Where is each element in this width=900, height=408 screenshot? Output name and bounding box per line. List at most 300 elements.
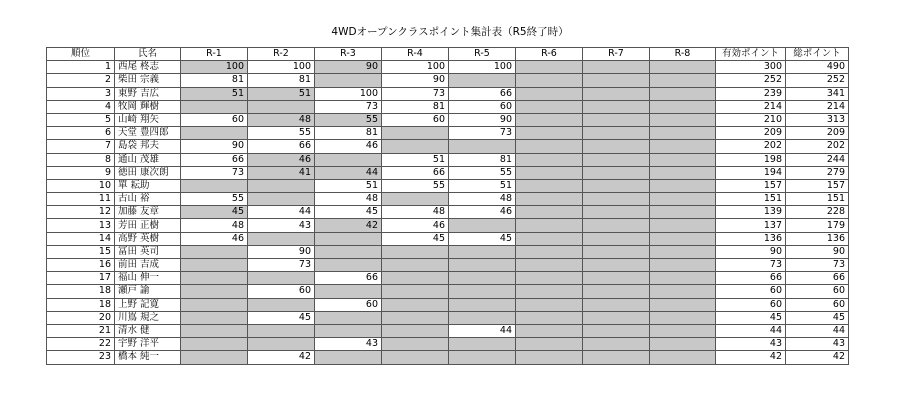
- score-cell-r2: [248, 324, 315, 337]
- score-cell-r5: [449, 219, 516, 232]
- score-cell-r4: 90: [382, 74, 449, 87]
- effective-points-cell: 45: [716, 311, 786, 324]
- name-cell: 清水 健: [115, 324, 181, 337]
- effective-points-cell: 44: [716, 324, 786, 337]
- score-cell-r3: [315, 74, 382, 87]
- effective-points-cell: 300: [716, 61, 786, 74]
- total-points-cell: 313: [786, 113, 849, 126]
- rank-cell: 3: [47, 87, 115, 100]
- score-cell-r7: [583, 113, 650, 126]
- effective-points-cell: 43: [716, 338, 786, 351]
- score-cell-r1: [181, 272, 248, 285]
- score-cell-r7: [583, 338, 650, 351]
- total-points-cell: 244: [786, 153, 849, 166]
- table-row: [47, 259, 849, 272]
- score-cell-r5: 46: [449, 206, 516, 219]
- score-cell-r4: 48: [382, 206, 449, 219]
- score-cell-r7: [583, 219, 650, 232]
- score-cell-r1: [181, 285, 248, 298]
- score-cell-r8: [650, 166, 716, 179]
- total-points-cell: 252: [786, 74, 849, 87]
- score-cell-r2: 90: [248, 245, 315, 258]
- score-cell-r2: [248, 179, 315, 192]
- table-row: [47, 206, 849, 219]
- score-cell-r2: 48: [248, 113, 315, 126]
- score-cell-r5: 60: [449, 100, 516, 113]
- score-cell-r6: [516, 166, 583, 179]
- header-rank: 順位: [47, 48, 115, 61]
- rank-cell: 22: [47, 338, 115, 351]
- score-cell-r6: [516, 311, 583, 324]
- total-points-cell: 279: [786, 166, 849, 179]
- rank-cell: 20: [47, 311, 115, 324]
- effective-points-cell: 137: [716, 219, 786, 232]
- score-cell-r1: [181, 324, 248, 337]
- score-cell-r1: 46: [181, 232, 248, 245]
- score-cell-r8: [650, 87, 716, 100]
- score-cell-r1: 55: [181, 193, 248, 206]
- score-cell-r8: [650, 113, 716, 126]
- score-cell-r3: 42: [315, 219, 382, 232]
- table-row: [47, 351, 849, 364]
- score-cell-r1: [181, 338, 248, 351]
- score-cell-r2: 100: [248, 61, 315, 74]
- score-cell-r1: [181, 259, 248, 272]
- table-row: [47, 193, 849, 206]
- table-row: [47, 285, 849, 298]
- total-points-cell: 60: [786, 285, 849, 298]
- score-cell-r4: [382, 272, 449, 285]
- rank-cell: 23: [47, 351, 115, 364]
- score-cell-r2: 73: [248, 259, 315, 272]
- score-cell-r4: [382, 140, 449, 153]
- name-cell: 宇野 洋平: [115, 338, 181, 351]
- score-cell-r3: 45: [315, 206, 382, 219]
- score-cell-r8: [650, 100, 716, 113]
- score-cell-r2: [248, 338, 315, 351]
- table-row: [47, 219, 849, 232]
- score-cell-r7: [583, 298, 650, 311]
- score-cell-r6: [516, 351, 583, 364]
- score-cell-r3: [315, 259, 382, 272]
- table-row: [47, 245, 849, 258]
- effective-points-cell: 194: [716, 166, 786, 179]
- score-cell-r6: [516, 61, 583, 74]
- name-cell: 東野 吉広: [115, 87, 181, 100]
- score-cell-r7: [583, 311, 650, 324]
- score-cell-r6: [516, 193, 583, 206]
- rank-cell: 10: [47, 179, 115, 192]
- header-r4: R-4: [382, 48, 449, 61]
- score-cell-r4: 60: [382, 113, 449, 126]
- score-cell-r4: [382, 285, 449, 298]
- effective-points-cell: 157: [716, 179, 786, 192]
- name-cell: 高野 英樹: [115, 232, 181, 245]
- name-cell: 西尾 柊志: [115, 61, 181, 74]
- score-cell-r7: [583, 193, 650, 206]
- score-cell-r4: 46: [382, 219, 449, 232]
- score-cell-r6: [516, 74, 583, 87]
- score-cell-r2: 44: [248, 206, 315, 219]
- score-cell-r6: [516, 245, 583, 258]
- name-cell: 徳田 康次朗: [115, 166, 181, 179]
- score-cell-r6: [516, 206, 583, 219]
- total-points-cell: 60: [786, 298, 849, 311]
- score-cell-r2: 43: [248, 219, 315, 232]
- score-cell-r6: [516, 324, 583, 337]
- score-cell-r4: [382, 298, 449, 311]
- score-cell-r4: 55: [382, 179, 449, 192]
- score-cell-r5: [449, 140, 516, 153]
- table-row: [47, 324, 849, 337]
- name-cell: 前田 吉成: [115, 259, 181, 272]
- effective-points-cell: 139: [716, 206, 786, 219]
- name-cell: 加藤 友章: [115, 206, 181, 219]
- score-cell-r7: [583, 285, 650, 298]
- score-cell-r3: 51: [315, 179, 382, 192]
- total-points-cell: 490: [786, 61, 849, 74]
- effective-points-cell: 252: [716, 74, 786, 87]
- score-cell-r8: [650, 351, 716, 364]
- score-cell-r8: [650, 232, 716, 245]
- score-cell-r6: [516, 113, 583, 126]
- table-row: [47, 61, 849, 74]
- score-cell-r3: 43: [315, 338, 382, 351]
- score-cell-r5: [449, 272, 516, 285]
- score-cell-r5: 90: [449, 113, 516, 126]
- name-cell: 單 耘助: [115, 179, 181, 192]
- score-cell-r3: 66: [315, 272, 382, 285]
- score-cell-r6: [516, 219, 583, 232]
- name-cell: 福山 伸一: [115, 272, 181, 285]
- total-points-cell: 90: [786, 245, 849, 258]
- rank-cell: 11: [47, 193, 115, 206]
- effective-points-cell: 210: [716, 113, 786, 126]
- score-cell-r8: [650, 298, 716, 311]
- score-cell-r6: [516, 259, 583, 272]
- score-cell-r8: [650, 285, 716, 298]
- score-cell-r2: 45: [248, 311, 315, 324]
- score-cell-r7: [583, 127, 650, 140]
- score-cell-r1: 48: [181, 219, 248, 232]
- score-cell-r4: 73: [382, 87, 449, 100]
- score-cell-r1: 100: [181, 61, 248, 74]
- score-cell-r7: [583, 100, 650, 113]
- score-cell-r1: 81: [181, 74, 248, 87]
- score-cell-r5: 66: [449, 87, 516, 100]
- score-cell-r1: [181, 298, 248, 311]
- rank-cell: 6: [47, 127, 115, 140]
- table-row: [47, 179, 849, 192]
- effective-points-cell: 209: [716, 127, 786, 140]
- score-cell-r2: 55: [248, 127, 315, 140]
- score-cell-r4: [382, 259, 449, 272]
- score-cell-r6: [516, 87, 583, 100]
- score-cell-r5: 44: [449, 324, 516, 337]
- rank-cell: 4: [47, 100, 115, 113]
- score-cell-r8: [650, 259, 716, 272]
- points-table: [46, 47, 849, 365]
- score-cell-r1: 45: [181, 206, 248, 219]
- table-row: [47, 298, 849, 311]
- score-cell-r6: [516, 100, 583, 113]
- score-cell-r8: [650, 140, 716, 153]
- score-cell-r5: 100: [449, 61, 516, 74]
- score-cell-r7: [583, 351, 650, 364]
- rank-cell: 13: [47, 219, 115, 232]
- score-cell-r5: [449, 259, 516, 272]
- score-cell-r6: [516, 127, 583, 140]
- table-row: [47, 272, 849, 285]
- score-cell-r3: [315, 245, 382, 258]
- score-cell-r3: 60: [315, 298, 382, 311]
- score-cell-r4: 66: [382, 166, 449, 179]
- total-points-cell: 43: [786, 338, 849, 351]
- score-cell-r1: [181, 100, 248, 113]
- name-cell: 古山 裕: [115, 193, 181, 206]
- total-points-cell: 179: [786, 219, 849, 232]
- header-r1: R-1: [181, 48, 248, 61]
- total-points-cell: 73: [786, 259, 849, 272]
- total-points-cell: 202: [786, 140, 849, 153]
- score-cell-r3: 100: [315, 87, 382, 100]
- score-cell-r3: [315, 232, 382, 245]
- rank-cell: 17: [47, 272, 115, 285]
- score-cell-r2: [248, 272, 315, 285]
- score-cell-r7: [583, 232, 650, 245]
- table-row: [47, 232, 849, 245]
- score-cell-r5: [449, 298, 516, 311]
- score-cell-r3: 73: [315, 100, 382, 113]
- total-points-cell: 214: [786, 100, 849, 113]
- score-cell-r8: [650, 311, 716, 324]
- name-cell: 橋本 純一: [115, 351, 181, 364]
- score-cell-r8: [650, 74, 716, 87]
- score-cell-r2: [248, 298, 315, 311]
- table-row: [47, 100, 849, 113]
- score-cell-r2: 81: [248, 74, 315, 87]
- score-cell-r4: 81: [382, 100, 449, 113]
- table-row: [47, 113, 849, 126]
- rank-cell: 7: [47, 140, 115, 153]
- rank-cell: 2: [47, 74, 115, 87]
- effective-points-cell: 42: [716, 351, 786, 364]
- score-cell-r3: 48: [315, 193, 382, 206]
- score-cell-r3: [315, 311, 382, 324]
- name-cell: 牧岡 輝樹: [115, 100, 181, 113]
- table-row: [47, 338, 849, 351]
- score-cell-r1: 60: [181, 113, 248, 126]
- effective-points-cell: 90: [716, 245, 786, 258]
- effective-points-cell: 60: [716, 298, 786, 311]
- table-row: [47, 140, 849, 153]
- score-cell-r8: [650, 193, 716, 206]
- table-row: [47, 87, 849, 100]
- rank-cell: 14: [47, 232, 115, 245]
- score-cell-r4: [382, 193, 449, 206]
- table-row: [47, 74, 849, 87]
- score-cell-r3: 44: [315, 166, 382, 179]
- header-r6: R-6: [516, 48, 583, 61]
- rank-cell: 15: [47, 245, 115, 258]
- score-cell-r5: [449, 338, 516, 351]
- effective-points-cell: 136: [716, 232, 786, 245]
- total-points-cell: 44: [786, 324, 849, 337]
- rank-cell: 18: [47, 285, 115, 298]
- score-cell-r5: 73: [449, 127, 516, 140]
- score-cell-r4: [382, 324, 449, 337]
- score-cell-r4: [382, 245, 449, 258]
- rank-cell: 21: [47, 324, 115, 337]
- score-cell-r2: 66: [248, 140, 315, 153]
- score-cell-r7: [583, 324, 650, 337]
- score-cell-r1: [181, 127, 248, 140]
- score-cell-r8: [650, 338, 716, 351]
- score-cell-r6: [516, 285, 583, 298]
- score-cell-r2: 42: [248, 351, 315, 364]
- total-points-cell: 66: [786, 272, 849, 285]
- score-cell-r8: [650, 245, 716, 258]
- name-cell: 冨田 英司: [115, 245, 181, 258]
- score-cell-r7: [583, 74, 650, 87]
- score-cell-r3: 55: [315, 113, 382, 126]
- header-effective: 有効ポイント: [716, 48, 786, 61]
- name-cell: 川嶌 規之: [115, 311, 181, 324]
- score-cell-r7: [583, 87, 650, 100]
- score-cell-r7: [583, 179, 650, 192]
- score-cell-r3: 81: [315, 127, 382, 140]
- name-cell: 通山 茂雄: [115, 153, 181, 166]
- total-points-cell: 136: [786, 232, 849, 245]
- score-cell-r5: [449, 74, 516, 87]
- header-r2: R-2: [248, 48, 315, 61]
- table-row: [47, 153, 849, 166]
- score-cell-r1: [181, 351, 248, 364]
- score-cell-r5: 55: [449, 166, 516, 179]
- score-cell-r1: [181, 245, 248, 258]
- name-cell: 瀬戸 諭: [115, 285, 181, 298]
- total-points-cell: 45: [786, 311, 849, 324]
- name-cell: 島袋 邦夫: [115, 140, 181, 153]
- rank-cell: 1: [47, 61, 115, 74]
- score-cell-r8: [650, 272, 716, 285]
- score-cell-r4: 45: [382, 232, 449, 245]
- score-cell-r5: [449, 311, 516, 324]
- total-points-cell: 151: [786, 193, 849, 206]
- score-cell-r7: [583, 166, 650, 179]
- score-cell-r6: [516, 298, 583, 311]
- score-cell-r4: 100: [382, 61, 449, 74]
- score-cell-r7: [583, 153, 650, 166]
- score-cell-r4: [382, 127, 449, 140]
- name-cell: 上野 記寛: [115, 298, 181, 311]
- score-cell-r8: [650, 153, 716, 166]
- score-cell-r3: [315, 153, 382, 166]
- effective-points-cell: 60: [716, 285, 786, 298]
- score-cell-r4: 51: [382, 153, 449, 166]
- total-points-cell: 228: [786, 206, 849, 219]
- header-r5: R-5: [449, 48, 516, 61]
- score-cell-r6: [516, 179, 583, 192]
- name-cell: 芳田 正樹: [115, 219, 181, 232]
- effective-points-cell: 73: [716, 259, 786, 272]
- score-cell-r6: [516, 338, 583, 351]
- score-cell-r1: [181, 179, 248, 192]
- score-cell-r7: [583, 61, 650, 74]
- table-row: [47, 166, 849, 179]
- score-cell-r5: [449, 285, 516, 298]
- score-cell-r8: [650, 127, 716, 140]
- score-cell-r5: 48: [449, 193, 516, 206]
- total-points-cell: 42: [786, 351, 849, 364]
- score-cell-r4: [382, 351, 449, 364]
- total-points-cell: 209: [786, 127, 849, 140]
- score-cell-r1: [181, 311, 248, 324]
- score-cell-r1: 51: [181, 87, 248, 100]
- score-cell-r4: [382, 311, 449, 324]
- score-cell-r7: [583, 245, 650, 258]
- header-row: [47, 48, 849, 61]
- total-points-cell: 341: [786, 87, 849, 100]
- name-cell: 山崎 翔矢: [115, 113, 181, 126]
- header-r3: R-3: [315, 48, 382, 61]
- score-cell-r5: 81: [449, 153, 516, 166]
- score-cell-r3: 46: [315, 140, 382, 153]
- score-cell-r1: 66: [181, 153, 248, 166]
- score-cell-r6: [516, 272, 583, 285]
- header-name: 氏名: [115, 48, 181, 61]
- sheet-title: 4WDオープンクラスポイント集計表（R5終了時）: [331, 26, 569, 38]
- score-cell-r2: 51: [248, 87, 315, 100]
- score-cell-r7: [583, 272, 650, 285]
- name-cell: 天堂 豊四郎: [115, 127, 181, 140]
- total-points-cell: 157: [786, 179, 849, 192]
- score-cell-r6: [516, 153, 583, 166]
- score-cell-r2: 46: [248, 153, 315, 166]
- header-r8: R-8: [650, 48, 716, 61]
- score-cell-r5: [449, 351, 516, 364]
- score-cell-r2: [248, 193, 315, 206]
- score-cell-r5: 45: [449, 232, 516, 245]
- header-total: 総ポイント: [786, 48, 849, 61]
- effective-points-cell: 239: [716, 87, 786, 100]
- score-cell-r2: [248, 232, 315, 245]
- rank-cell: 8: [47, 153, 115, 166]
- score-cell-r6: [516, 140, 583, 153]
- score-cell-r8: [650, 61, 716, 74]
- score-cell-r8: [650, 324, 716, 337]
- score-cell-r8: [650, 179, 716, 192]
- score-cell-r8: [650, 219, 716, 232]
- score-cell-r3: [315, 351, 382, 364]
- name-cell: 柴田 宗義: [115, 74, 181, 87]
- score-cell-r6: [516, 232, 583, 245]
- table-row: [47, 311, 849, 324]
- score-cell-r7: [583, 259, 650, 272]
- rank-cell: 12: [47, 206, 115, 219]
- effective-points-cell: 202: [716, 140, 786, 153]
- score-cell-r7: [583, 140, 650, 153]
- table-row: [47, 127, 849, 140]
- effective-points-cell: 198: [716, 153, 786, 166]
- effective-points-cell: 214: [716, 100, 786, 113]
- rank-cell: 9: [47, 166, 115, 179]
- rank-cell: 5: [47, 113, 115, 126]
- score-cell-r4: [382, 338, 449, 351]
- score-cell-r2: [248, 100, 315, 113]
- score-cell-r1: 73: [181, 166, 248, 179]
- score-cell-r5: 51: [449, 179, 516, 192]
